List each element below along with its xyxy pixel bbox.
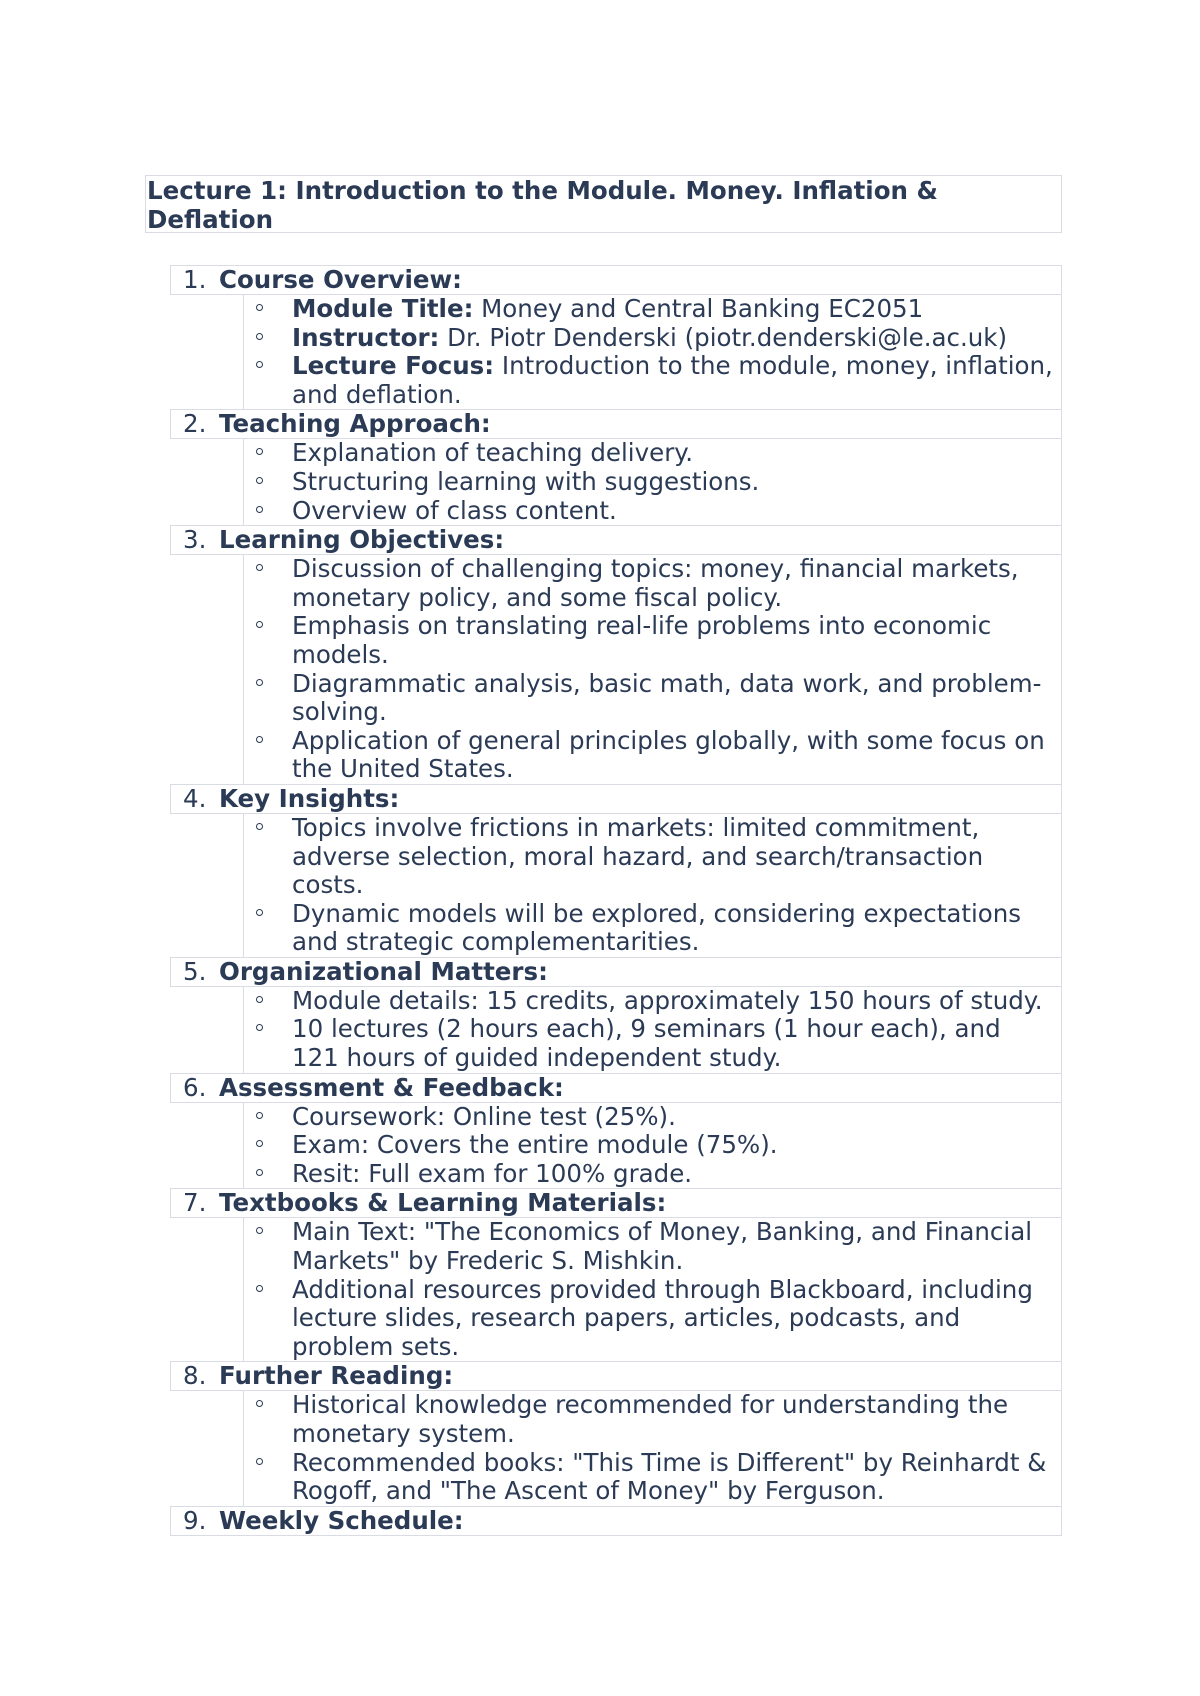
- item-text: Emphasis on translating real-life problems into economic models.: [292, 611, 992, 669]
- item-text: Module details: 15 credits, approximately 150 hours of study.: [292, 985, 1043, 1015]
- section-heading: [170, 1506, 1062, 1536]
- circle-bullet-icon: [256, 1169, 263, 1176]
- section-heading: [170, 784, 1062, 814]
- item-text: Main Text: "The Economics of Money, Banking, and Financial Markets" by Frederic S. Mishkin.: [292, 1217, 1033, 1276]
- item-text: Diagrammatic analysis, basic math, data work, and problem-solving.: [292, 668, 1042, 727]
- circle-bullet-icon: [256, 823, 263, 830]
- circle-bullet-icon: [256, 1112, 263, 1119]
- circle-bullet-icon: [256, 506, 263, 513]
- list-item: [244, 352, 1061, 409]
- section-heading: [170, 409, 1062, 439]
- list-item: [244, 439, 1061, 468]
- section-items: [243, 1391, 1062, 1505]
- section: [170, 525, 1062, 784]
- circle-bullet-icon: [256, 736, 263, 743]
- circle-bullet-icon: [256, 996, 263, 1003]
- item-text: Instructor: Dr. Piotr Denderski (piotr.denderski@le.ac.uk): [292, 322, 1008, 352]
- item-text: Application of general principles globally, with some focus on the United States.: [292, 725, 1045, 784]
- section-number: 9.: [183, 1505, 207, 1535]
- item-label: Module Title:: [292, 294, 474, 323]
- section-items: [243, 1103, 1062, 1189]
- circle-bullet-icon: [256, 477, 263, 484]
- list-item: [244, 900, 1061, 957]
- list-item: [244, 670, 1061, 727]
- list-item: [244, 727, 1061, 784]
- item-text: Module Title: Money and Central Banking EC2051: [292, 294, 924, 323]
- section-number: 1.: [183, 265, 207, 294]
- item-text: Dynamic models will be explored, considering expectations and strategic complementarities.: [292, 898, 1022, 957]
- item-text: Historical knowledge recommended for understanding the monetary system.: [292, 1390, 1009, 1448]
- item-text: Topics involve frictions in markets: limited commitment, adverse selection, moral hazard, and search/transaction costs.: [292, 812, 984, 900]
- section: [170, 265, 1062, 409]
- section-items: [243, 439, 1062, 525]
- item-text: Lecture Focus: Introduction to the module, money, inflation, and deflation.: [292, 351, 1053, 409]
- item-text: Resit: Full exam for 100% grade.: [292, 1158, 693, 1188]
- section-number: 3.: [183, 525, 207, 555]
- item-text: Exam: Covers the entire module (75%).: [292, 1130, 778, 1160]
- item-label: Instructor:: [292, 322, 440, 352]
- list-item: [244, 814, 1061, 900]
- section: [170, 1188, 1062, 1361]
- item-label: Lecture Focus:: [292, 351, 495, 381]
- section-title: Weekly Schedule:: [219, 1505, 464, 1535]
- section-title: Learning Objectives:: [219, 525, 505, 555]
- section-number: 2.: [183, 409, 207, 439]
- list-item: [244, 1391, 1061, 1448]
- section: [170, 1506, 1062, 1536]
- section-number: 8.: [183, 1361, 207, 1391]
- list-item: [244, 497, 1061, 526]
- circle-bullet-icon: [256, 1140, 263, 1147]
- circle-bullet-icon: [256, 1227, 263, 1234]
- section-items: [243, 295, 1062, 409]
- section-title: Teaching Approach:: [219, 409, 491, 439]
- page-title: Lecture 1: Introduction to the Module. Money. Inflation & Deflation: [147, 176, 938, 234]
- list-item: [244, 1131, 1061, 1160]
- item-text: Additional resources provided through Blackboard, including lecture slides, research papers, articles, podcasts, and problem sets.: [292, 1274, 1033, 1361]
- list-item: [244, 987, 1061, 1016]
- list-item: [244, 612, 1061, 669]
- circle-bullet-icon: [256, 1285, 263, 1292]
- section-number: 7.: [183, 1188, 207, 1218]
- section: [170, 957, 1062, 1073]
- section-heading: [170, 1361, 1062, 1391]
- section-items: [243, 1218, 1062, 1361]
- item-text: Structuring learning with suggestions.: [292, 466, 760, 496]
- section-number: 4.: [183, 783, 207, 813]
- section-number: 6.: [183, 1072, 207, 1102]
- section-heading: [170, 525, 1062, 555]
- circle-bullet-icon: [256, 1458, 263, 1465]
- section-items: [243, 555, 1062, 784]
- item-text: Overview of class content.: [292, 495, 617, 525]
- section: [170, 1361, 1062, 1505]
- item-text: Discussion of challenging topics: money, financial markets, monetary policy, and some fiscal policy.: [292, 554, 1019, 612]
- section-number: 5.: [183, 956, 207, 986]
- item-text: Coursework: Online test (25%).: [292, 1101, 676, 1131]
- section-title: Course Overview:: [219, 265, 462, 294]
- circle-bullet-icon: [256, 1400, 263, 1407]
- circle-bullet-icon: [256, 909, 263, 916]
- circle-bullet-icon: [256, 621, 263, 628]
- section-heading: [170, 957, 1062, 987]
- section: [170, 784, 1062, 957]
- list-item: [244, 1449, 1061, 1506]
- section-heading: [170, 265, 1062, 295]
- list-item: [244, 1276, 1061, 1362]
- list-item: [244, 1015, 1061, 1072]
- circle-bullet-icon: [256, 679, 263, 686]
- section-heading: [170, 1073, 1062, 1103]
- section-title: Textbooks & Learning Materials:: [219, 1188, 667, 1218]
- section-items: [243, 814, 1062, 957]
- section-title: Key Insights:: [219, 783, 400, 813]
- section-list: [170, 265, 1062, 1536]
- section-title: Further Reading:: [219, 1361, 454, 1391]
- list-item: [244, 1218, 1061, 1275]
- list-item: [244, 468, 1061, 497]
- section: [170, 1073, 1062, 1189]
- circle-bullet-icon: [256, 564, 263, 571]
- list-item: [244, 324, 1061, 353]
- circle-bullet-icon: [256, 1024, 263, 1031]
- item-text: 10 lectures (2 hours each), 9 seminars (1 hour each), and 121 hours of guided independent study.: [292, 1014, 1001, 1073]
- section-title: Organizational Matters:: [219, 956, 548, 986]
- section-items: [243, 987, 1062, 1073]
- list-item: [244, 555, 1061, 612]
- list-item: [244, 1160, 1061, 1189]
- circle-bullet-icon: [256, 304, 263, 311]
- list-item: [244, 295, 1061, 324]
- section: [170, 409, 1062, 525]
- circle-bullet-icon: [256, 361, 263, 368]
- item-text: Explanation of teaching delivery.: [292, 438, 694, 468]
- circle-bullet-icon: [256, 448, 263, 455]
- circle-bullet-icon: [256, 333, 263, 340]
- item-text: Recommended books: "This Time is Different" by Reinhardt & Rogoff, and "The Ascent of Money" by Ferguson.: [292, 1447, 1047, 1506]
- section-title: Assessment & Feedback:: [219, 1072, 564, 1102]
- section-heading: [170, 1188, 1062, 1218]
- list-item: [244, 1103, 1061, 1132]
